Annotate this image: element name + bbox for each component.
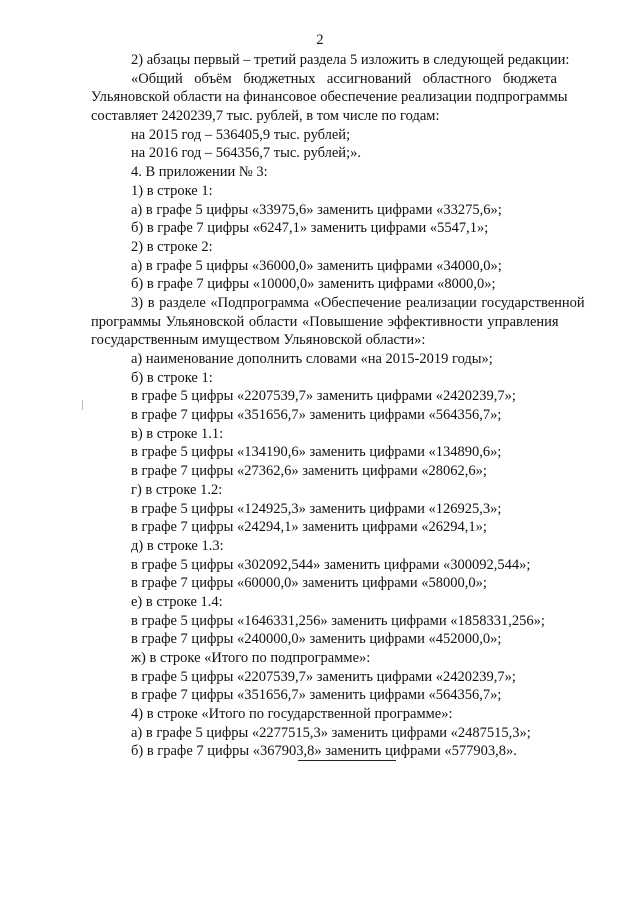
paragraph-line: составляет 2420239,7 тыс. рублей, в том числе по годам: [91, 108, 440, 125]
paragraph-line: 3) в разделе «Подпрограмма «Обеспечение реализации государственной [131, 294, 585, 311]
paragraph-line: 2) в строке 2: [131, 238, 213, 255]
word: ассигнований [326, 70, 412, 87]
word: областного [422, 70, 492, 87]
section-heading: 4. В приложении № 3: [131, 164, 268, 181]
paragraph-line: ж) в строке «Итого по подпрограмме»: [131, 650, 371, 666]
paragraph-line: д) в строке 1.3: [131, 537, 224, 554]
paragraph-line: а) наименование дополнить словами «на 2015-2019 годы»; [131, 351, 493, 367]
paragraph-line-justified [91, 70, 557, 89]
scan-margin-mark [82, 400, 83, 410]
paragraph-line: в графе 7 цифры «60000,0» заменить цифрами «58000,0»; [131, 575, 487, 592]
word: «Общий [131, 70, 183, 87]
paragraph-line: в графе 5 цифры «302092,544» заменить цифрами «300092,544»; [131, 556, 531, 573]
document-body [91, 51, 585, 761]
paragraph-line: в графе 7 цифры «351656,7» заменить цифрами «564356,7»; [131, 687, 502, 704]
paragraph-line: государственным имуществом Ульяновской области»: [91, 332, 426, 349]
paragraph-line: в) в строке 1.1: [131, 425, 224, 442]
paragraph-line: в графе 5 цифры «1646331,256» заменить цифрами «1858331,256»; [131, 612, 545, 629]
paragraph-line: б) в графе 7 цифры «367903,8» заменить цифрами «577903,8». [131, 743, 517, 760]
paragraph-line: г) в строке 1.2: [131, 481, 223, 498]
paragraph-line: на 2015 год – 536405,9 тыс. рублей; [131, 126, 351, 143]
page-number: 2 [316, 32, 324, 48]
paragraph-line: б) в графе 7 цифры «6247,1» заменить цифрами «5547,1»; [131, 220, 489, 237]
paragraph-line: б) в строке 1: [131, 369, 213, 386]
paragraph-line: б) в графе 7 цифры «10000,0» заменить цифрами «8000,0»; [131, 276, 496, 293]
paragraph-line: Ульяновской области на финансовое обеспечение реализации подпрограммы [91, 89, 568, 106]
paragraph-line: в графе 5 цифры «124925,3» заменить цифрами «126925,3»; [131, 500, 502, 517]
paragraph-line: в графе 7 цифры «351656,7» заменить цифрами «564356,7»; [131, 407, 502, 424]
paragraph-line: 2) абзацы первый – третий раздела 5 изложить в следующей редакции: [131, 52, 570, 68]
word: объём [194, 70, 232, 87]
paragraph-line: на 2016 год – 564356,7 тыс. рублей;». [131, 145, 361, 162]
paragraph-line: 4) в строке «Итого по государственной программе»: [131, 706, 453, 723]
paragraph-line: в графе 7 цифры «27362,6» заменить цифрами «28062,6»; [131, 463, 487, 480]
paragraph-line: в графе 5 цифры «134190,6» заменить цифрами «134890,6»; [131, 444, 502, 461]
end-separator-line [298, 760, 396, 761]
paragraph-line: в графе 5 цифры «2207539,7» заменить цифрами «2420239,7»; [131, 388, 516, 405]
paragraph-line: е) в строке 1.4: [131, 593, 223, 610]
word: бюджетных [243, 70, 316, 87]
paragraph-line: в графе 7 цифры «24294,1» заменить цифрами «26294,1»; [131, 519, 487, 536]
paragraph-line: а) в графе 5 цифры «36000,0» заменить цифрами «34000,0»; [131, 257, 502, 274]
paragraph-line: 1) в строке 1: [131, 182, 213, 199]
paragraph-line: в графе 5 цифры «2207539,7» заменить цифрами «2420239,7»; [131, 668, 516, 685]
word: бюджета [502, 70, 557, 87]
paragraph-line: программы Ульяновской области «Повышение эффективности управления [91, 313, 559, 330]
paragraph-line: в графе 7 цифры «240000,0» заменить цифрами «452000,0»; [131, 631, 502, 648]
paragraph-line: а) в графе 5 цифры «2277515,3» заменить цифрами «2487515,3»; [131, 724, 531, 741]
paragraph-line: а) в графе 5 цифры «33975,6» заменить цифрами «33275,6»; [131, 201, 502, 218]
